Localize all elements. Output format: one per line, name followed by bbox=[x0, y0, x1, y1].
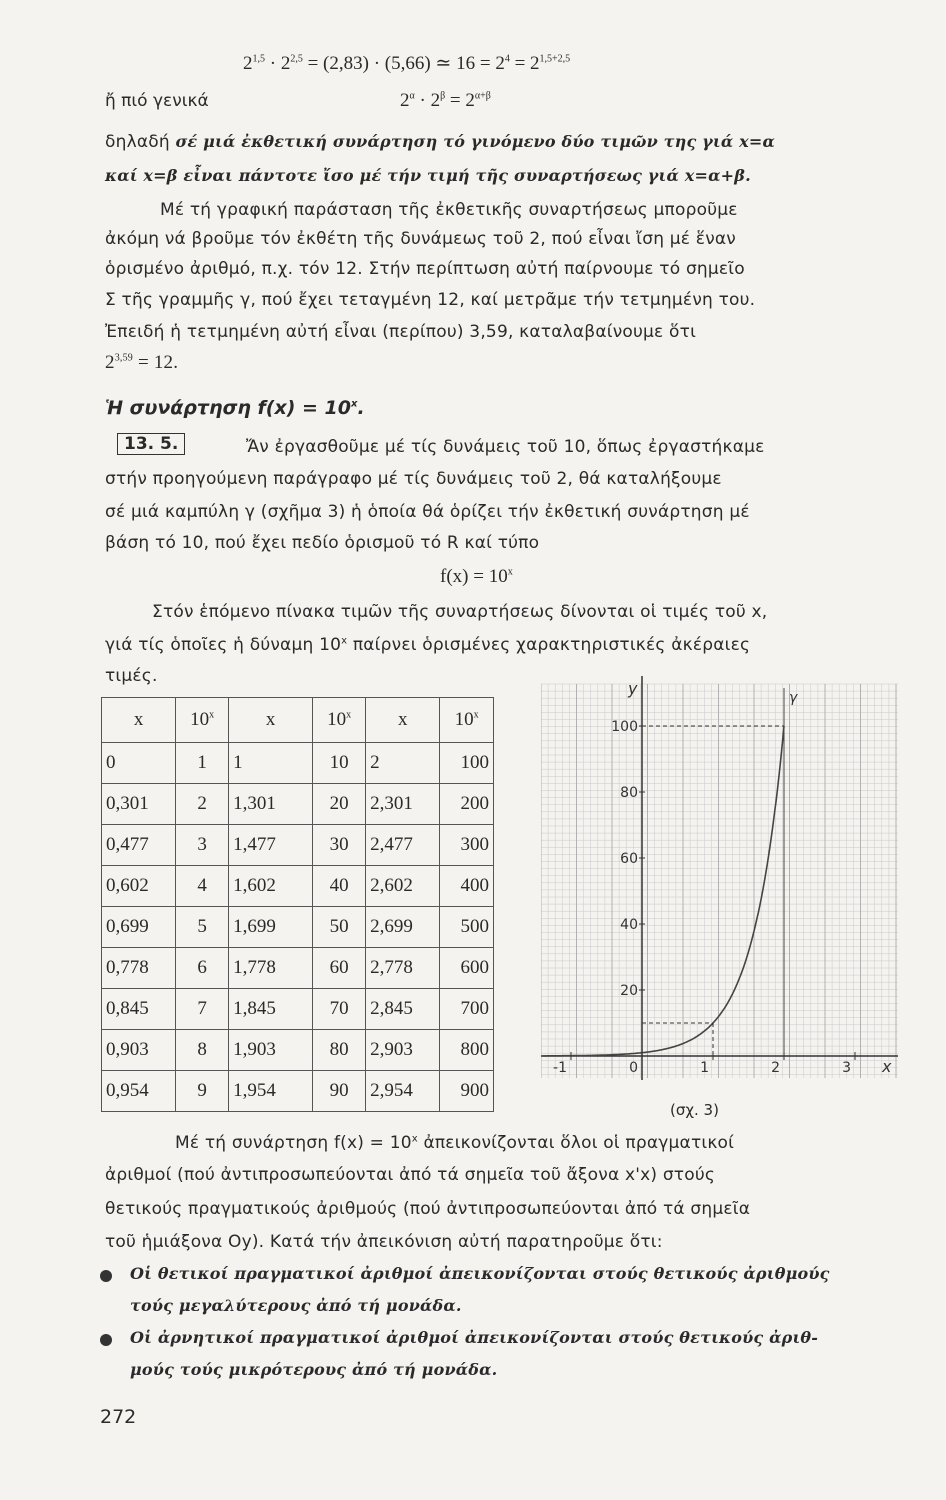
bullet-icon bbox=[100, 1270, 112, 1282]
table-row bbox=[102, 989, 494, 1030]
y-tick-label: 40 bbox=[620, 917, 638, 933]
table-header: x bbox=[102, 698, 176, 743]
table-cell: 2,845 bbox=[366, 989, 440, 1030]
table-cell: 1,954 bbox=[229, 1071, 313, 1112]
bullet-2-line-1: Οἱ ἀρνητικοί πραγματικοί ἀριθμοί ἀπεικονίζονται στούς θετικούς ἀριθ- bbox=[130, 1328, 819, 1347]
table-cell: 0,477 bbox=[102, 825, 176, 866]
table-cell: 1,903 bbox=[229, 1030, 313, 1071]
table-cell: 20 bbox=[313, 784, 366, 825]
table-cell: 0,954 bbox=[102, 1071, 176, 1112]
section-line-2: στήν προηγούμενη παράγραφο μέ τίς δυνάμεις τοῦ 2, θά καταλήξουμε bbox=[105, 469, 722, 489]
table-header: x bbox=[366, 698, 440, 743]
table-cell: 400 bbox=[440, 866, 494, 907]
table-cell: 2,903 bbox=[366, 1030, 440, 1071]
x-tick-label: 2 bbox=[771, 1060, 780, 1076]
table-header: 10$^x$ bbox=[313, 698, 366, 743]
paragraph-2-line-1: Μέ τή γραφική παράσταση τῆς ἐκθετικῆς συναρτήσεως μποροῦμε bbox=[160, 200, 738, 220]
table-header: 10$^x$ bbox=[176, 698, 229, 743]
table-cell: 80 bbox=[313, 1030, 366, 1071]
x-tick-label: 1 bbox=[700, 1060, 709, 1076]
table-row bbox=[102, 948, 494, 989]
table-row bbox=[102, 825, 494, 866]
table-cell: 5 bbox=[176, 907, 229, 948]
table-row bbox=[102, 866, 494, 907]
paragraph-2-line-4: Σ τῆς γραμμῆς γ, πού ἔχει τεταγμένη 12, καί μετρᾶμε τήν τετμημένη του. bbox=[105, 290, 756, 310]
table-header: x bbox=[229, 698, 313, 743]
exponential-graph bbox=[541, 676, 898, 1096]
table-cell: 0,699 bbox=[102, 907, 176, 948]
table-cell: 1,477 bbox=[229, 825, 313, 866]
figure-caption: (σχ. 3) bbox=[670, 1101, 719, 1119]
y-axis-label: y bbox=[628, 679, 638, 698]
exponential-curve bbox=[543, 726, 784, 1056]
table-cell: 2,954 bbox=[366, 1071, 440, 1112]
closing-line-3: θετικούς πραγματικούς ἀριθμούς (πού ἀντιπροσωπεύονται ἀπό τά σημεῖα bbox=[105, 1199, 751, 1219]
formula: $f(x) = 10^x$ bbox=[440, 566, 513, 587]
table-cell: 3 bbox=[176, 825, 229, 866]
table-cell: 500 bbox=[440, 907, 494, 948]
section-line-5: Στόν ἑπόμενο πίνακα τιμῶν τῆς συναρτήσεως δίνονται οἱ τιμές τοῦ x, bbox=[152, 602, 768, 622]
section-number: 13. 5. bbox=[117, 434, 185, 454]
y-tick-label: 60 bbox=[620, 851, 638, 867]
x-axis-label: x bbox=[882, 1057, 892, 1076]
table-cell: 4 bbox=[176, 866, 229, 907]
bullet-2-line-2: μούς τούς μικρότερους ἀπό τή μονάδα. bbox=[130, 1360, 498, 1379]
paragraph-2-line-2: ἀκόμη νά βροῦμε τόν ἐκθέτη τῆς δυνάμεως τοῦ 2, πού εἶναι ἴση μέ ἕναν bbox=[105, 229, 736, 249]
table-cell: 30 bbox=[313, 825, 366, 866]
table-cell: 0,301 bbox=[102, 784, 176, 825]
table-cell: 600 bbox=[440, 948, 494, 989]
x-tick-label: 0 bbox=[629, 1060, 638, 1076]
section-heading: Ἡ συνάρτηση $f(x) = 10^x$. bbox=[105, 397, 365, 419]
y-tick-label: 20 bbox=[620, 983, 638, 999]
table-cell: 8 bbox=[176, 1030, 229, 1071]
paragraph-2-line-6: 2$^{3,59}$ = 12. bbox=[105, 352, 179, 373]
paragraph-2-line-3: ὁρισμένο ἀριθμό, π.χ. τόν 12. Στήν περίπτωση αὐτή παίρνουμε τό σημεῖο bbox=[105, 259, 745, 279]
section-line-6: γιά τίς ὁποῖες ἡ δύναμη 10$^x$ παίρνει ὁρισμένες χαρακτηριστικές ἀκέραιες bbox=[105, 635, 751, 655]
table-cell: 60 bbox=[313, 948, 366, 989]
closing-line-1: Μέ τή συνάρτηση $f(x) = 10^x$ ἀπεικονίζονται ὅλοι οἱ πραγματικοί bbox=[175, 1133, 735, 1153]
bullet-1-line-2: τούς μεγαλύτερους ἀπό τή μονάδα. bbox=[130, 1296, 462, 1315]
table-cell: 0,903 bbox=[102, 1030, 176, 1071]
table-cell: 50 bbox=[313, 907, 366, 948]
section-line-7: τιμές. bbox=[105, 666, 158, 686]
table-cell: 40 bbox=[313, 866, 366, 907]
equation-general: $2^\alpha \cdot 2^\beta = 2^{\alpha+\beta}$ bbox=[400, 90, 491, 111]
table-cell: 2,477 bbox=[366, 825, 440, 866]
table-cell: 0,602 bbox=[102, 866, 176, 907]
paragraph-1-line-2: καί x=β εἶναι πάντοτε ἴσο μέ τήν τιμή τῆς συναρτήσεως γιά x=α+β. bbox=[105, 166, 751, 185]
table-cell: 200 bbox=[440, 784, 494, 825]
paragraph-2-line-5: Ἐπειδή ἡ τετμημένη αὐτή εἶναι (περίπου) 3,59, καταλαβαίνουμε ὅτι bbox=[105, 322, 697, 342]
table-cell: 1,699 bbox=[229, 907, 313, 948]
table-row bbox=[102, 743, 494, 784]
table-cell: 70 bbox=[313, 989, 366, 1030]
table-cell: 1,301 bbox=[229, 784, 313, 825]
table-cell: 1,778 bbox=[229, 948, 313, 989]
curve-label: γ bbox=[789, 690, 798, 706]
x-tick-label: 3 bbox=[842, 1060, 851, 1076]
table-cell: 700 bbox=[440, 989, 494, 1030]
table-cell: 1 bbox=[176, 743, 229, 784]
table-cell: 90 bbox=[313, 1071, 366, 1112]
table-cell: 300 bbox=[440, 825, 494, 866]
table-cell: 2 bbox=[176, 784, 229, 825]
paragraph-1-line-1: δηλαδή σέ μιά ἐκθετική συνάρτηση τό γινόμενο δύο τιμῶν της γιά x=α bbox=[105, 132, 776, 152]
table-cell: 1,602 bbox=[229, 866, 313, 907]
table-cell: 9 bbox=[176, 1071, 229, 1112]
section-line-1: Ἄν ἐργασθοῦμε μέ τίς δυνάμεις τοῦ 10, ὅπως ἐργαστήκαμε bbox=[246, 437, 765, 457]
table-cell: 6 bbox=[176, 948, 229, 989]
table-cell: 100 bbox=[440, 743, 494, 784]
table-row bbox=[102, 1071, 494, 1112]
table-cell: 2,602 bbox=[366, 866, 440, 907]
table-cell: 2 bbox=[366, 743, 440, 784]
table-cell: 0,778 bbox=[102, 948, 176, 989]
table-cell: 900 bbox=[440, 1071, 494, 1112]
bullet-1-line-1: Οἱ θετικοί πραγματικοί ἀριθμοί ἀπεικονίζονται στούς θετικούς ἀριθμούς bbox=[130, 1264, 830, 1283]
table-cell: 1,845 bbox=[229, 989, 313, 1030]
table-cell: 10 bbox=[313, 743, 366, 784]
table-row bbox=[102, 1030, 494, 1071]
table-header-row bbox=[102, 698, 494, 743]
table-cell: 800 bbox=[440, 1030, 494, 1071]
table-cell: 2,699 bbox=[366, 907, 440, 948]
table-row bbox=[102, 784, 494, 825]
page-number: 272 bbox=[100, 1406, 137, 1428]
values-table bbox=[101, 697, 494, 1112]
x-tick-label: -1 bbox=[553, 1060, 567, 1076]
bullet-icon bbox=[100, 1334, 112, 1346]
table-cell: 2,778 bbox=[366, 948, 440, 989]
table-cell: 7 bbox=[176, 989, 229, 1030]
table-cell: 0,845 bbox=[102, 989, 176, 1030]
closing-line-4: τοῦ ἡμιάξονα Oy). Κατά τήν ἀπεικόνιση αὐτή παρατηροῦμε ὅτι: bbox=[105, 1232, 663, 1252]
table-row bbox=[102, 907, 494, 948]
y-tick-label: 80 bbox=[620, 785, 638, 801]
equation-product: $2^{1,5} \cdot 2^{2,5} = (2,83) \cdot (5,66)$ ≃ $16 = 2^4 = 2^{1,5+2,5}$ bbox=[243, 53, 571, 74]
closing-line-2: ἀριθμοί (πού ἀντιπροσωπεύονται ἀπό τά σημεῖα τοῦ ἄξονα x'x) στούς bbox=[105, 1165, 716, 1185]
y-tick-label: 100 bbox=[611, 719, 638, 735]
section-line-3: σέ μιά καμπύλη γ (σχῆμα 3) ἡ ὁποία θά ὁρίζει τήν ἐκθετική συνάρτηση μέ bbox=[105, 502, 750, 522]
table-cell: 1 bbox=[229, 743, 313, 784]
table-cell: 2,301 bbox=[366, 784, 440, 825]
table-cell: 0 bbox=[102, 743, 176, 784]
table-header: 10$^x$ bbox=[440, 698, 494, 743]
section-line-4: βάση τό 10, πού ἔχει πεδίο ὁρισμοῦ τό R καί τύπο bbox=[105, 533, 540, 553]
general-label: ἤ πιό γενικά bbox=[105, 91, 209, 111]
